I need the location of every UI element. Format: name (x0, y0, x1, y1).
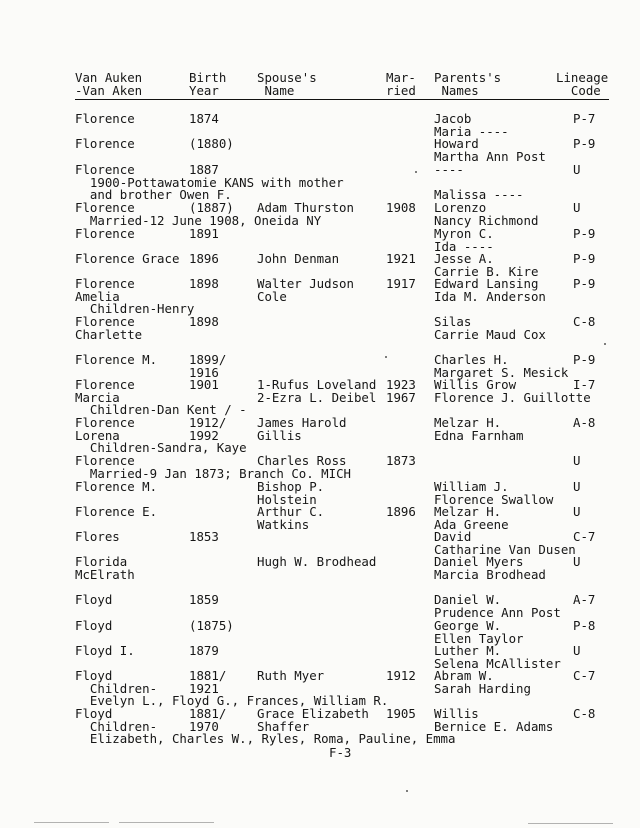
entry-birth-year: (1887) (189, 200, 234, 215)
entry-birth-year: 1859 (189, 592, 219, 607)
entry-parents: Willis Bernice E. Adams (434, 706, 554, 734)
entry-parents: ---- Malissa ---- (434, 162, 524, 203)
entry-name: Florence Lorena Children-Sandra, Kaye (75, 415, 247, 456)
entry-lineage-code: P-8 (573, 618, 596, 633)
entry-parents: Lorenzo Nancy Richmond (434, 200, 539, 228)
entry-birth-year: 1898 (189, 314, 219, 329)
entry-lineage-code: P-9 (573, 352, 596, 367)
entry-name: Florence (75, 111, 135, 126)
entry-spouse: Arthur C. Watkins (257, 504, 325, 532)
entry-married: 1921 (386, 251, 416, 266)
entry-spouse: Adam Thurston (257, 200, 354, 215)
entry-lineage-code: C-8 (573, 314, 596, 329)
entry-married: 1923 1967 (386, 377, 416, 405)
entry-married: 1896 (386, 504, 416, 519)
scan-edge-line (528, 823, 613, 824)
entry-name: Floyd (75, 592, 113, 607)
entry-spouse: Charles Ross (257, 453, 347, 468)
entry-name: Flores (75, 529, 120, 544)
entry-name: Florence Married-12 June 1908, Oneida NY (75, 200, 322, 228)
entry-birth-year: 1912/ 1992 (189, 415, 227, 443)
entry-parents: Abram W. Sarah Harding (434, 668, 531, 696)
entry-lineage-code: U (573, 554, 581, 569)
entry-name: Floyd Children- Evelyn L., Floyd G., Frances, William R. (75, 668, 389, 709)
scan-edge-line (119, 822, 214, 823)
scan-speck (604, 343, 606, 345)
scan-speck (406, 790, 408, 792)
entry-parents: Daniel Myers Marcia Brodhead (434, 554, 546, 582)
entry-name: Florence Grace (75, 251, 180, 266)
entry-married: 1908 (386, 200, 416, 215)
scan-edge-line (34, 822, 109, 823)
entry-lineage-code: U (573, 479, 581, 494)
entry-parents: Charles H. Margaret S. Mesick (434, 352, 569, 380)
entry-parents: George W. Ellen Taylor (434, 618, 524, 646)
entry-parents: Melzar H. Edna Farnham (434, 415, 524, 443)
entry-married: 1912 (386, 668, 416, 683)
page-number: F-3 (329, 745, 352, 760)
entry-name: Florence Married-9 Jan 1873; Branch Co. MICH (75, 453, 352, 481)
entry-lineage-code: P-7 (573, 111, 596, 126)
entry-birth-year: 1879 (189, 643, 219, 658)
entry-name: Florence Charlette (75, 314, 143, 342)
entry-birth-year: 1898 (189, 276, 219, 291)
entry-parents: William J. Florence Swallow (434, 479, 554, 507)
entry-lineage-code: C-7 (573, 668, 596, 683)
entry-name: Florida McElrath (75, 554, 135, 582)
entry-lineage-code: P-9 (573, 226, 596, 241)
entry-parents: Daniel W. Prudence Ann Post (434, 592, 561, 620)
entry-parents: Luther M. Selena McAllister (434, 643, 561, 671)
entry-lineage-code: U (573, 162, 581, 177)
entry-lineage-code: U (573, 200, 581, 215)
entry-parents: Willis Grow Florence J. Guillotte (434, 377, 591, 405)
entry-lineage-code: P-9 (573, 136, 596, 151)
entry-name: Florence E. (75, 504, 158, 519)
header-surname: Van Auken -Van Aken (75, 70, 143, 98)
header-spouse-name: Spouse's Name (257, 70, 317, 98)
entry-birth-year: 1899/ 1916 (189, 352, 227, 380)
entry-lineage-code: U (573, 453, 581, 468)
entry-lineage-code: I-7 (573, 377, 596, 392)
header-rule (75, 99, 609, 100)
entry-parents: Howard Martha Ann Post (434, 136, 546, 164)
entry-parents: Silas Carrie Maud Cox (434, 314, 546, 342)
entry-birth-year: 1853 (189, 529, 219, 544)
entry-parents: David Catharine Van Dusen (434, 529, 576, 557)
entry-name: Floyd (75, 618, 113, 633)
entry-birth-year: 1896 (189, 251, 219, 266)
entry-parents: Edward Lansing Ida M. Anderson (434, 276, 546, 304)
entry-parents: Myron C. Ida ---- (434, 226, 494, 254)
entry-married: 1873 (386, 453, 416, 468)
entry-parents: Jacob Maria ---- (434, 111, 509, 139)
entry-birth-year: 1891 (189, 226, 219, 241)
entry-married: 1917 (386, 276, 416, 291)
entry-lineage-code: P-9 (573, 276, 596, 291)
entry-lineage-code: U (573, 504, 581, 519)
entry-name: Florence (75, 226, 135, 241)
header-married: Mar- ried (386, 70, 416, 98)
entry-name: Florence M. (75, 352, 158, 367)
entry-name: Florence (75, 136, 135, 151)
header-birth-year: Birth Year (189, 70, 227, 98)
scan-speck (415, 171, 417, 173)
entry-name: Florence Marcia Children-Dan Kent / - (75, 377, 247, 418)
entry-lineage-code: A-7 (573, 592, 596, 607)
entry-birth-year: 1901 (189, 377, 219, 392)
entry-spouse: Walter Judson Cole (257, 276, 354, 304)
entry-parents: Jesse A. Carrie B. Kire (434, 251, 539, 279)
entry-birth-year: 1887 (189, 162, 219, 177)
entry-birth-year: 1874 (189, 111, 219, 126)
entry-birth-year: (1880) (189, 136, 234, 151)
entry-lineage-code: C-7 (573, 529, 596, 544)
entry-married: 1905 (386, 706, 416, 721)
entry-spouse: Bishop P. Holstein (257, 479, 325, 507)
entry-spouse: Ruth Myer (257, 668, 325, 683)
entry-name: Florence Amelia Children-Henry (75, 276, 195, 317)
entry-lineage-code: U (573, 643, 581, 658)
scan-speck (385, 356, 387, 358)
entry-lineage-code: P-9 (573, 251, 596, 266)
entry-spouse: Hugh W. Brodhead (257, 554, 377, 569)
header-lineage-code: Lineage Code (556, 70, 609, 98)
entry-birth-year: 1881/ 1921 (189, 668, 227, 696)
entry-spouse: John Denman (257, 251, 340, 266)
entry-birth-year: 1881/ 1970 (189, 706, 227, 734)
entry-lineage-code: A-8 (573, 415, 596, 430)
entry-spouse: Grace Elizabeth Shaffer (257, 706, 369, 734)
entry-name: Floyd I. (75, 643, 135, 658)
entry-spouse: James Harold Gillis (257, 415, 347, 443)
entry-parents: Melzar H. Ada Greene (434, 504, 509, 532)
entry-name: Floyd Children- Elizabeth, Charles W., Ryles, Roma, Pauline, Emma (75, 706, 456, 747)
entry-name: Florence M. (75, 479, 158, 494)
entry-birth-year: (1875) (189, 618, 234, 633)
header-parents-names: Parents's Names (434, 70, 502, 98)
entry-spouse: 1-Rufus Loveland 2-Ezra L. Deibel (257, 377, 377, 405)
entry-lineage-code: C-8 (573, 706, 596, 721)
entry-name: Florence 1900-Pottawatomie KANS with mother and brother Owen F. (75, 162, 344, 203)
